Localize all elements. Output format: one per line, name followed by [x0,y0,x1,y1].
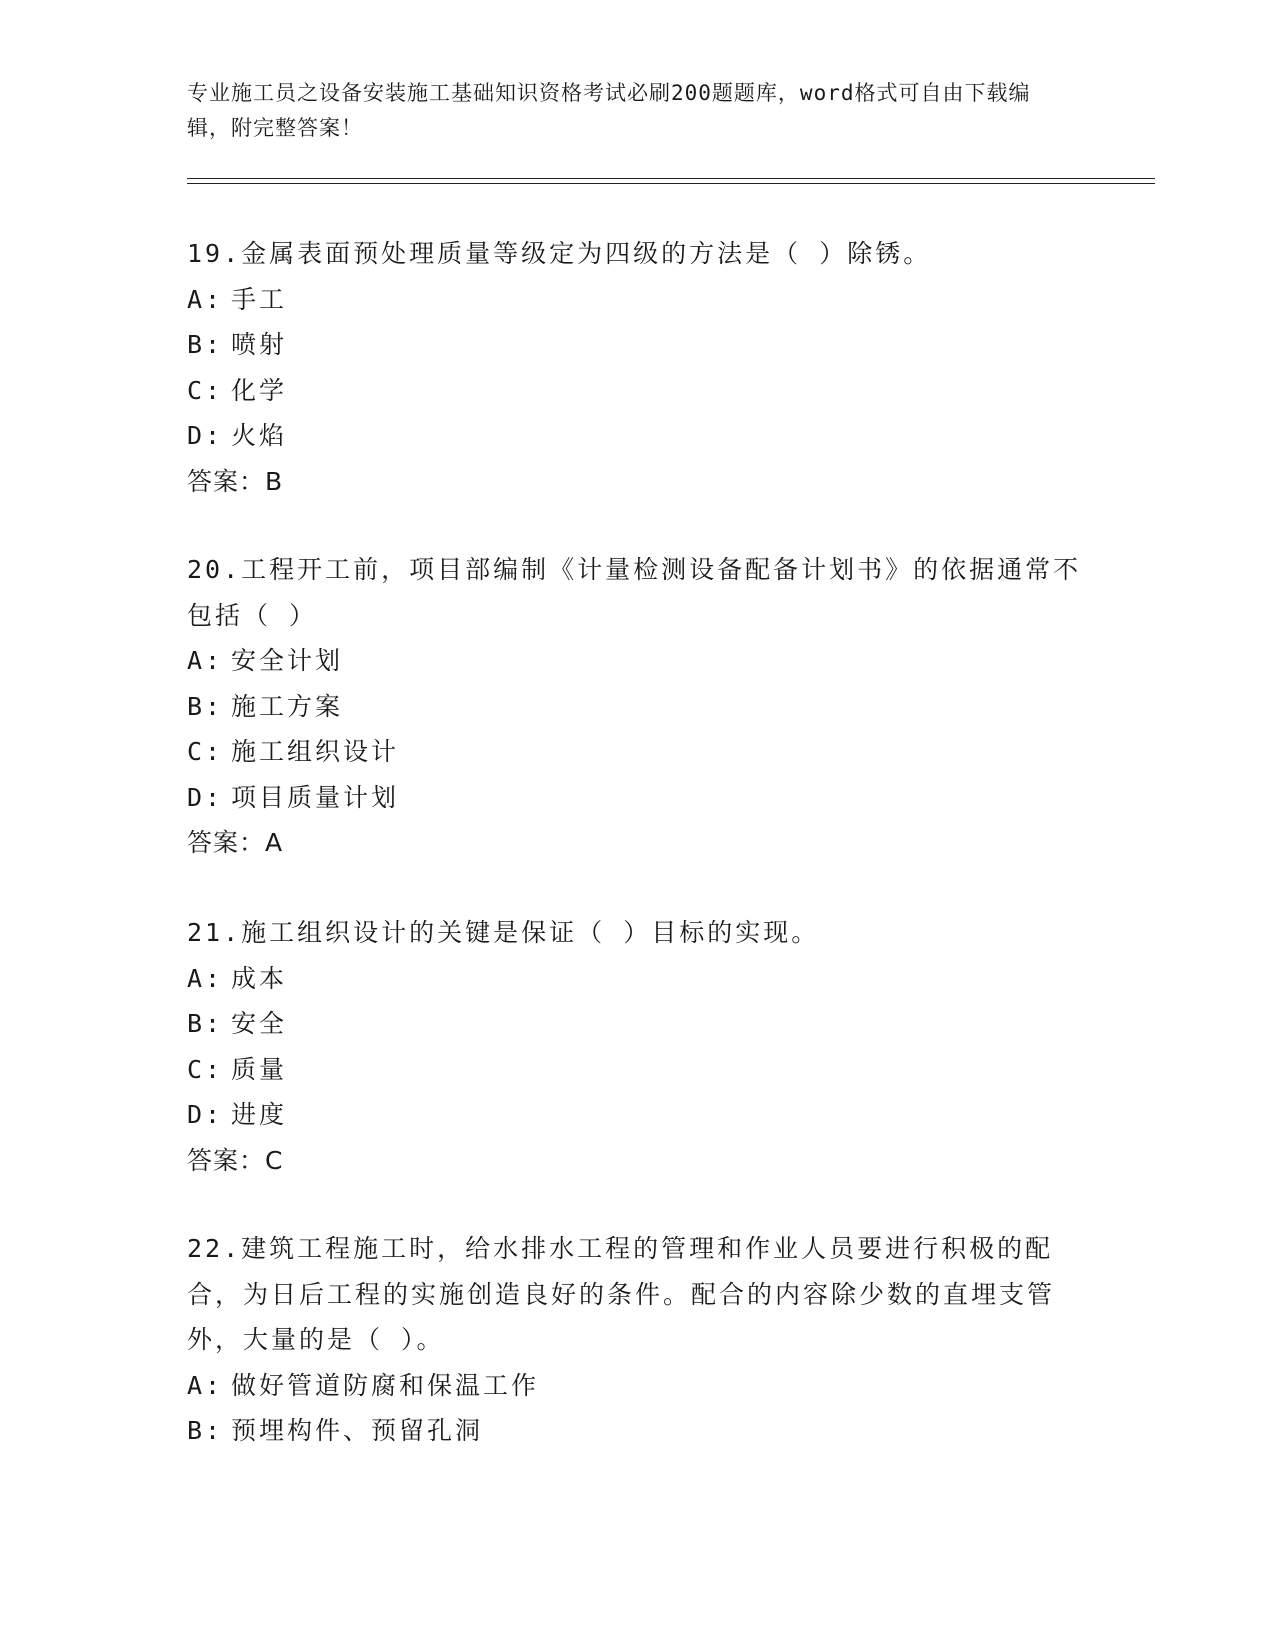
option-c [187,368,1087,414]
option-c [187,1047,1087,1093]
option-letter: B: [187,330,224,359]
option-letter: D: [187,1100,224,1129]
option-text: 安全计划 [231,646,344,675]
option-letter: B: [187,691,224,721]
option-b [187,1408,1087,1454]
option-a [187,277,1087,323]
option-text: 安全 [231,1009,288,1038]
option-text: 施工方案 [231,691,344,721]
option-text: 做好管道防腐和保温工作 [231,1370,540,1400]
option-text: 喷射 [231,330,288,359]
option-letter: C: [187,1054,224,1084]
option-text: 项目质量计划 [231,782,400,812]
option-d [187,775,1087,821]
option-b [187,322,1087,368]
option-letter: A: [187,646,224,675]
option-text: 成本 [231,963,288,993]
option-text: 化学 [231,375,288,405]
header-divider-top [187,178,1155,179]
question-text: 20.工程开工前，项目部编制《计量检测设备配备计划书》的依据通常不包括（ ） [187,555,1082,630]
question-text: 22.建筑工程施工时，给水排水工程的管理和作业人员要进行积极的配合，为日后工程的实施创造良好的条件。配合的内容除少数的直埋支管外，大量的是（ ）。 [187,1234,1056,1354]
option-b [187,1001,1087,1047]
option-text: 预埋构件、预留孔洞 [231,1416,484,1445]
option-b [187,684,1087,730]
question-block [187,1226,1087,1454]
option-text: 进度 [231,1100,288,1129]
option-a [187,1363,1087,1409]
question-text: 19.金属表面预处理质量等级定为四级的方法是（ ）除锈。 [187,239,932,268]
option-letter: A: [187,284,224,314]
option-letter: D: [187,782,224,812]
question-block [187,231,1087,504]
header-divider-bottom [187,183,1155,184]
answer-line: 答案：C [187,1145,284,1175]
option-letter: D: [187,421,224,450]
answer-line: 答案：B [187,466,284,496]
header-title: 专业施工员之设备安装施工基础知识资格考试必刷200题题库，word格式可自由下载编辑，附完整答案！ [187,81,1031,140]
option-letter: B: [187,1009,224,1038]
document-header [187,76,1067,146]
question-block [187,910,1087,1183]
option-c [187,729,1087,775]
option-text: 施工组织设计 [231,737,400,766]
option-letter: A: [187,1370,224,1400]
question-text: 21.施工组织设计的关键是保证（ ）目标的实现。 [187,918,820,947]
option-text: 质量 [231,1054,288,1084]
option-d [187,1092,1087,1138]
option-a [187,956,1087,1002]
option-text: 火焰 [231,421,288,450]
option-d [187,413,1087,459]
option-letter: A: [187,963,224,993]
question-block [187,547,1087,866]
answer-line: 答案：A [187,828,284,857]
option-a [187,638,1087,684]
option-letter: C: [187,375,224,405]
option-letter: C: [187,737,224,766]
option-letter: B: [187,1416,224,1445]
option-text: 手工 [231,284,288,314]
